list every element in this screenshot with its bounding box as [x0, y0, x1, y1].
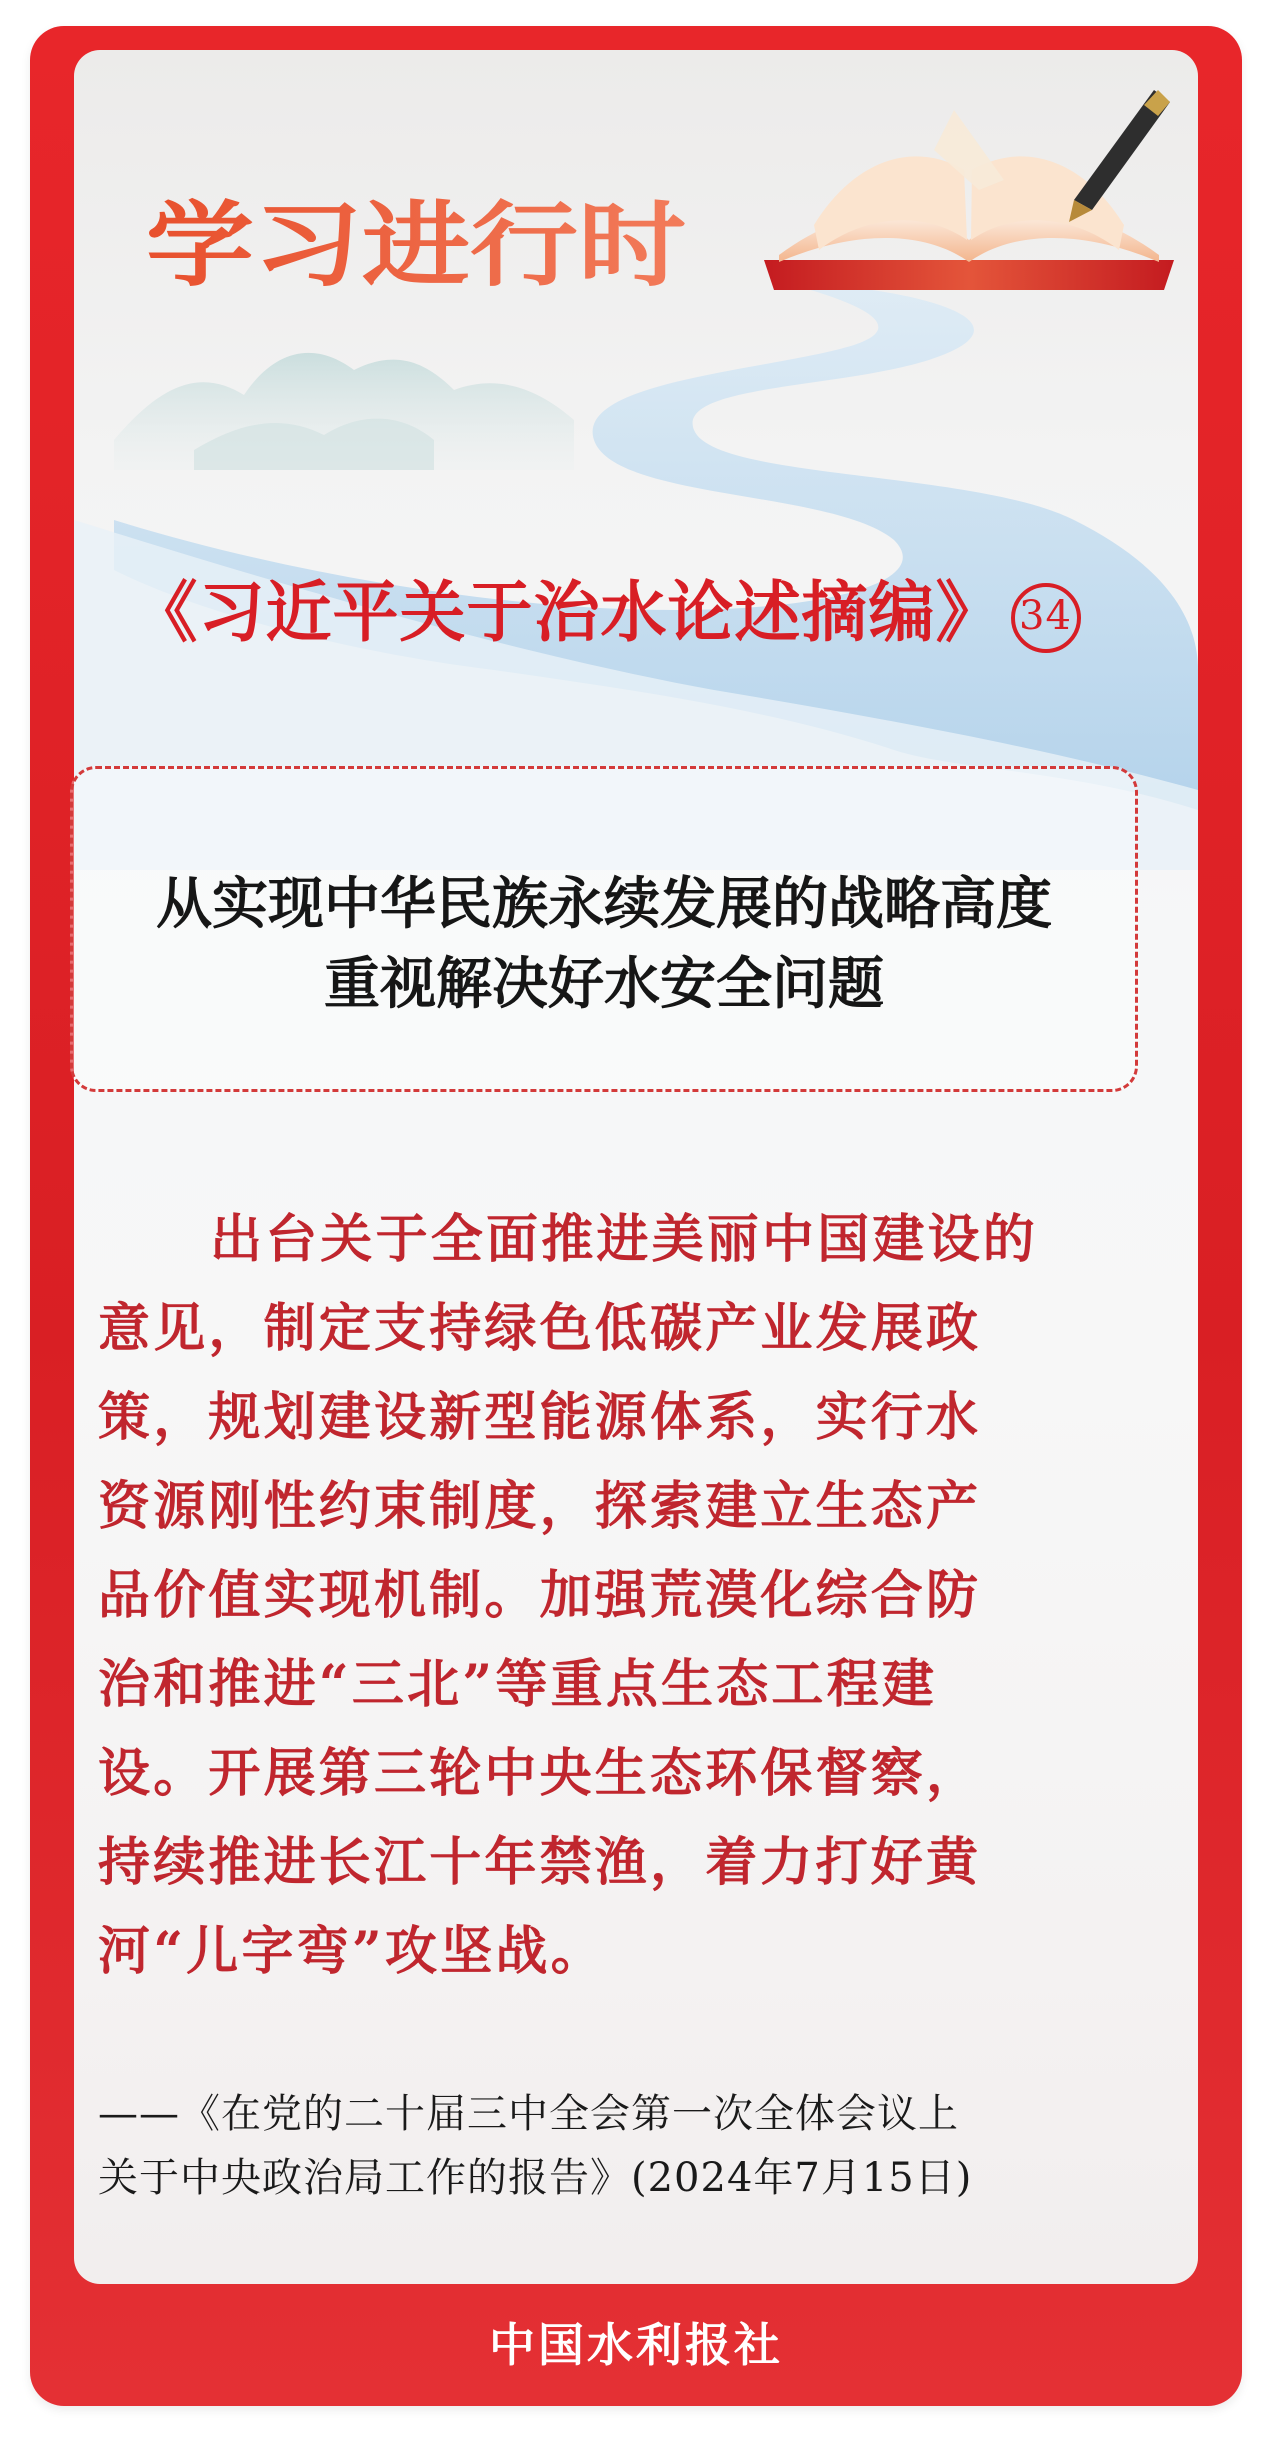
issue-number-badge: 34 [1011, 583, 1081, 653]
body-line-1: 出台关于全面推进美丽中国建设的 [210, 1209, 1039, 1270]
quote-body [98, 1195, 1148, 1996]
publisher-footer: 中国水利报社 [489, 2318, 783, 2372]
mountains-illustration [114, 353, 574, 470]
body-line-3: 策，规划建设新型能源体系，实行水 [98, 1387, 982, 1448]
subtitle-line-1: 从实现中华民族永续发展的战略高度 [156, 871, 1052, 937]
title-text: 《习近平关于治水论述摘编》 [131, 574, 1003, 651]
open-book-with-pen-icon [764, 90, 1174, 290]
body-line-2: 意见，制定支持绿色低碳产业发展政 [98, 1298, 982, 1359]
page-title [0, 568, 1212, 658]
source-line-1: ——《在党的二十届三中全会第一次全体会议上 [98, 2091, 959, 2137]
body-line-4: 资源刚性约束制度，探索建立生态产 [98, 1476, 982, 1537]
column-title-logo [146, 165, 786, 315]
source-line-2: 关于中央政治局工作的报告》(2024年7月15日) [98, 2155, 973, 2201]
body-line-8: 持续推进长江十年禁渔，着力打好黄 [98, 1832, 982, 1893]
source-citation [98, 2082, 1148, 2210]
column-title-text: 学习进行时 [146, 192, 686, 299]
body-line-9: 河“儿字弯”攻坚战。 [98, 1921, 606, 1982]
body-line-6: 治和推进“三北”等重点生态工程建 [98, 1654, 938, 1715]
subtitle-line-2: 重视解决好水安全问题 [324, 951, 884, 1017]
body-line-7: 设。开展第三轮中央生态环保督察， [98, 1743, 982, 1804]
body-line-5: 品价值实现机制。加强荒漠化综合防 [98, 1565, 982, 1626]
subtitle-box [70, 766, 1138, 1092]
